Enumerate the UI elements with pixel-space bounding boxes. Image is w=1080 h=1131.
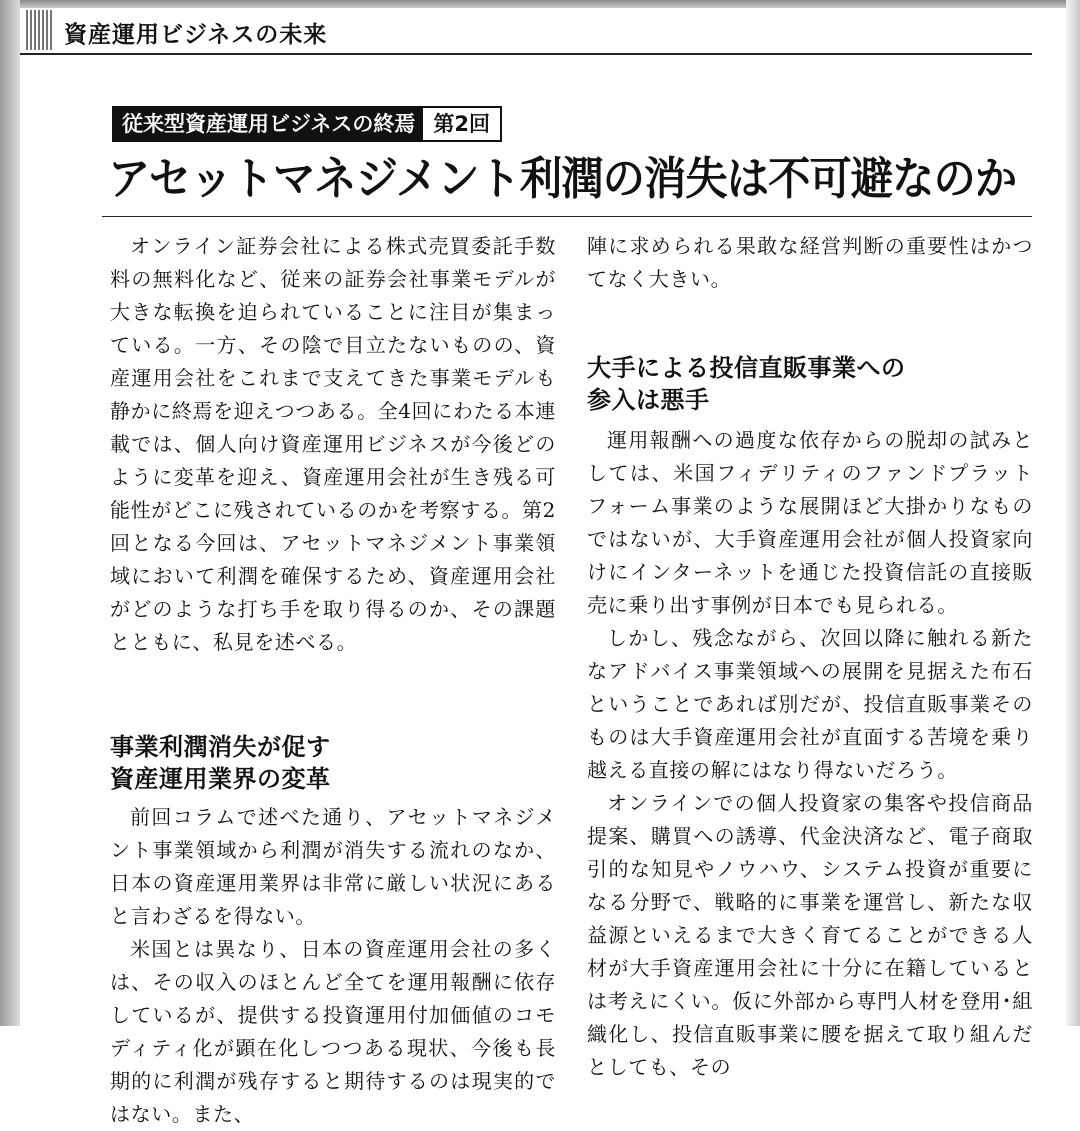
left-column [110,230,556,1131]
series-label [112,106,502,142]
body-paragraph: オンラインでの個人投資家の集客や投信商品提案、購買への誘導、代金決済など、電子商取引的な知見やノウハウ、システム投資が重要になる分野で、戦略的に事業を運営し、新たな収益源といえるまで大きく育てることができる人材が大手資産運用会社に十分に在籍しているとは考えにくい。仮に外部から専門人材を登用･組織化し、投信直販事業に腰を据えて取り組んだとしても、その [587,791,1033,1079]
subheading-line: 資産運用業界の変革 [110,765,331,793]
viewer-top-edge [0,0,1080,8]
viewer-left-edge [0,0,20,1026]
section-header [20,8,1032,55]
body-paragraph: 運用報酬への過度な依存からの脱却の試みとしては、米国フィデリティのファンドプラットフォーム事業のような展開ほど大掛かりなものではないが、大手資産運用会社が個人投資家向けにインターネットを通じた投資信託の直接販売に乗り出す事例が日本でも見られる。 [587,428,1033,617]
continued-paragraph: 陣に求められる果敢な経営判断の重要性はかつてなく大きい。 [587,234,1033,291]
body-paragraph: 前回コラムで述べた通り、アセットマネジメント事業領域から利潤が消失する流れのなか、日本の資産運用業界は非常に厳しい状況にあると言わざるを得ない。 [110,805,556,928]
title-divider [102,216,1032,217]
subheading-line: 大手による投信直販事業への [587,354,906,382]
intro-paragraph: オンライン証券会社による株式売買委託手数料の無料化など、従来の証券会社事業モデルが大きな転換を迫られていることに注目が集まっている。一方、その陰で目立たないものの、資産運用会社をこれまで支えてきた事業モデルも静かに終焉を迎えつつある。全4回にわたる本連載では、個人向け資産運用ビジネスが今後どのように変革を迎え、資産運用会社が生き残る可能性がどこに残されているのかを考察する。第2回となる今回は、アセットマネジメント事業領域において利潤を確保するため、資産運用会社がどのような打ち手を取り得るのか、その課題とともに、私見を述べる。 [110,234,556,654]
article-title: アセットマネジメント利潤の消失は不可避なのか [108,152,1017,205]
section-title: 資産運用ビジネスの未来 [64,22,328,48]
series-number: 第2回 [423,108,500,140]
header-hatch-decoration [26,10,52,50]
subheading-line: 参入は悪手 [587,386,710,414]
body-paragraph: しかし、残念ながら、次回以降に触れる新たなアドバイス事業領域への展開を見据えた布石ということであれば別だが、投信直販事業そのものは大手資産運用会社が直面する苦境を乗り越える直接の解にはなり得ないだろう。 [587,626,1033,782]
viewer-right-edge [1066,0,1080,1026]
body-paragraph: 米国とは異なり、日本の資産運用会社の多くは、その収入のほとんど全てを運用報酬に依存しているが、提供する投資運用付加価値のコモディティ化が顕在化しつつある現状、今後も長期的に利潤が残存すると期待するのは現実的ではない。また、 [110,937,556,1126]
document-page [20,8,1066,1126]
right-column [587,230,1033,1084]
series-name: 従来型資産運用ビジネスの終焉 [114,108,423,140]
subheading-line: 事業利潤消失が促す [110,733,331,761]
